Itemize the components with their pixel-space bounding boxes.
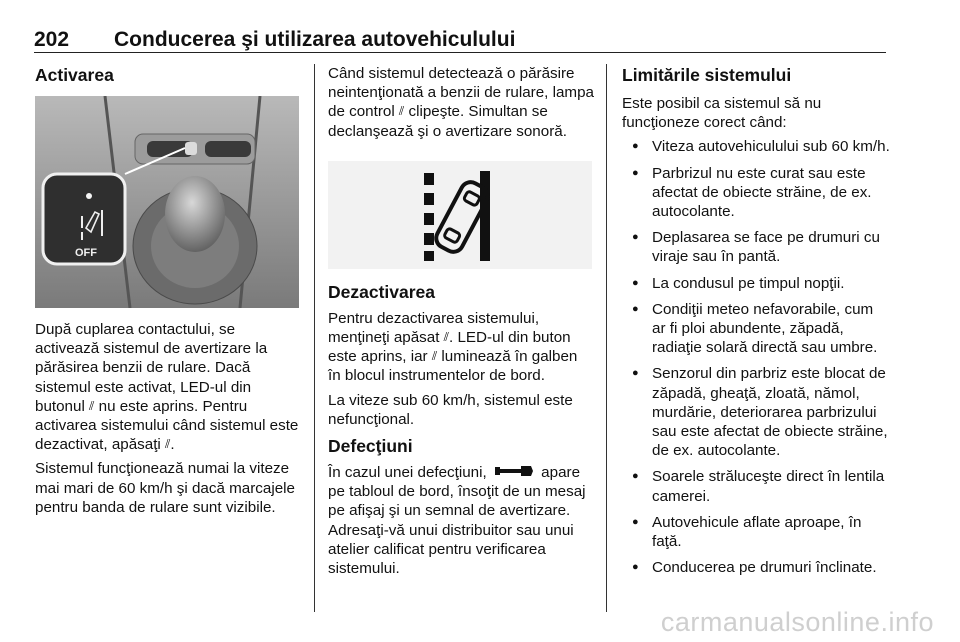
limitations-intro: Este posibil ca sistemul să nu funcţioneze corect când: (622, 95, 822, 132)
deactivation-text-c: luminează în galben în blocul instrumentelor de bord. (328, 348, 578, 385)
fault-text-b: apare pe tabloul de bord, însoţit de un mesaj pe afişaj şi un semnal de avertizare. Adresaţi-vă unui distribuitor sau unui atelier calificat pentru verificarea sistemului. (328, 464, 586, 578)
list-item: ● Autovehicule aflate aproape, în faţă. (622, 513, 890, 551)
page-number: 202 (34, 28, 70, 51)
list-item: ● La condusul pe timpul nopţii. (622, 274, 890, 293)
warning-paragraph (328, 64, 594, 141)
column-divider-2 (606, 64, 607, 612)
list-item: ● Viteza autovehiculului sub 60 km/h. (622, 137, 890, 156)
list-item: ● Conducerea pe drumuri înclinate. (622, 558, 890, 577)
fault-paragraph (328, 463, 594, 578)
deactivation-paragraph-1 (328, 309, 594, 386)
off-label: OFF (75, 247, 97, 259)
wrench-icon (495, 465, 533, 477)
deactivation-paragraph-2: La viteze sub 60 km/h, sistemul este nefuncţional. (328, 391, 573, 428)
list-item: ● Soarele străluceşte direct în lentila camerei. (622, 467, 890, 505)
activation-text-b: nu este aprins. Pentru activarea sistemului când sistemul este dezactivat, apăsaţi (35, 397, 299, 454)
lane-keep-assist-figure (328, 161, 592, 269)
page-header (34, 28, 886, 54)
deactivation-heading: Dezactivarea (328, 281, 436, 302)
lane-keep-assist-icon: ⫽ (443, 330, 450, 345)
lane-keep-assist-icon: ⫽ (398, 104, 405, 119)
chapter-title: Conducerea şi utilizarea autovehiculului (114, 28, 516, 51)
activation-paragraph-1 (35, 320, 301, 454)
fault-text-a: În cazul unei defecţiuni, (328, 464, 491, 482)
list-item: ● Parbrizul nu este curat sau este afectat de obiecte străine, de ex. autocolante. (622, 164, 890, 222)
lane-keep-assist-icon: ⫽ (89, 398, 95, 413)
column-limitations (622, 64, 890, 584)
lane-keep-assist-icon: ⫽ (165, 437, 171, 452)
list-item: ● Condiţii meteo nefavorabile, cum ar fi ploi abundente, zăpadă, radiaţie solară directă sau umbre. (622, 300, 890, 358)
fault-heading: Defecţiuni (328, 436, 413, 457)
watermark: carmanualsonline.info (660, 607, 934, 637)
limitations-heading: Limitările sistemului (622, 65, 792, 85)
activation-heading: Activarea (35, 65, 114, 85)
warning-text-a: Când sistemul detectează o părăsire neintenţionată a benzii de rulare, lampa de control (328, 65, 594, 121)
column-divider-1 (314, 64, 315, 612)
deactivation-text-b: . LED-ul din buton este aprins, iar (328, 329, 571, 366)
column-activation (35, 64, 301, 522)
activation-paragraph-2: Sistemul funcţionează numai la viteze mai mari de 60 km/h şi dacă marcajele pentru banda de rulare sunt vizibile. (35, 460, 295, 516)
list-item: ● Senzorul din parbriz este blocat de zăpadă, gheaţă, zloată, nămol, murdărie, deteriorarea parbrizului sau este afectat de obiecte străine, de ex. autocolante. (622, 364, 890, 460)
activation-text-c: . (170, 436, 175, 454)
console-photo (35, 96, 299, 308)
column-warning (328, 64, 594, 583)
header-divider (34, 52, 886, 53)
lane-keep-assist-icon: ⫽ (431, 349, 438, 364)
list-item: ● Deplasarea se face pe drumuri cu viraje sau în pantă. (622, 228, 890, 266)
warning-text-b: clipeşte. Simultan se declanşează şi o avertizare sonoră. (328, 103, 567, 140)
limitations-list (622, 137, 890, 577)
deactivation-text-a: Pentru dezactivarea sistemului, menţineţi apăsat (328, 309, 540, 347)
activation-text-a: După cuplarea contactului, se activează sistemul de avertizare la părăsirea benzii de rulare. Dacă sistemul este activat, LED-ul din butonul (35, 321, 268, 415)
